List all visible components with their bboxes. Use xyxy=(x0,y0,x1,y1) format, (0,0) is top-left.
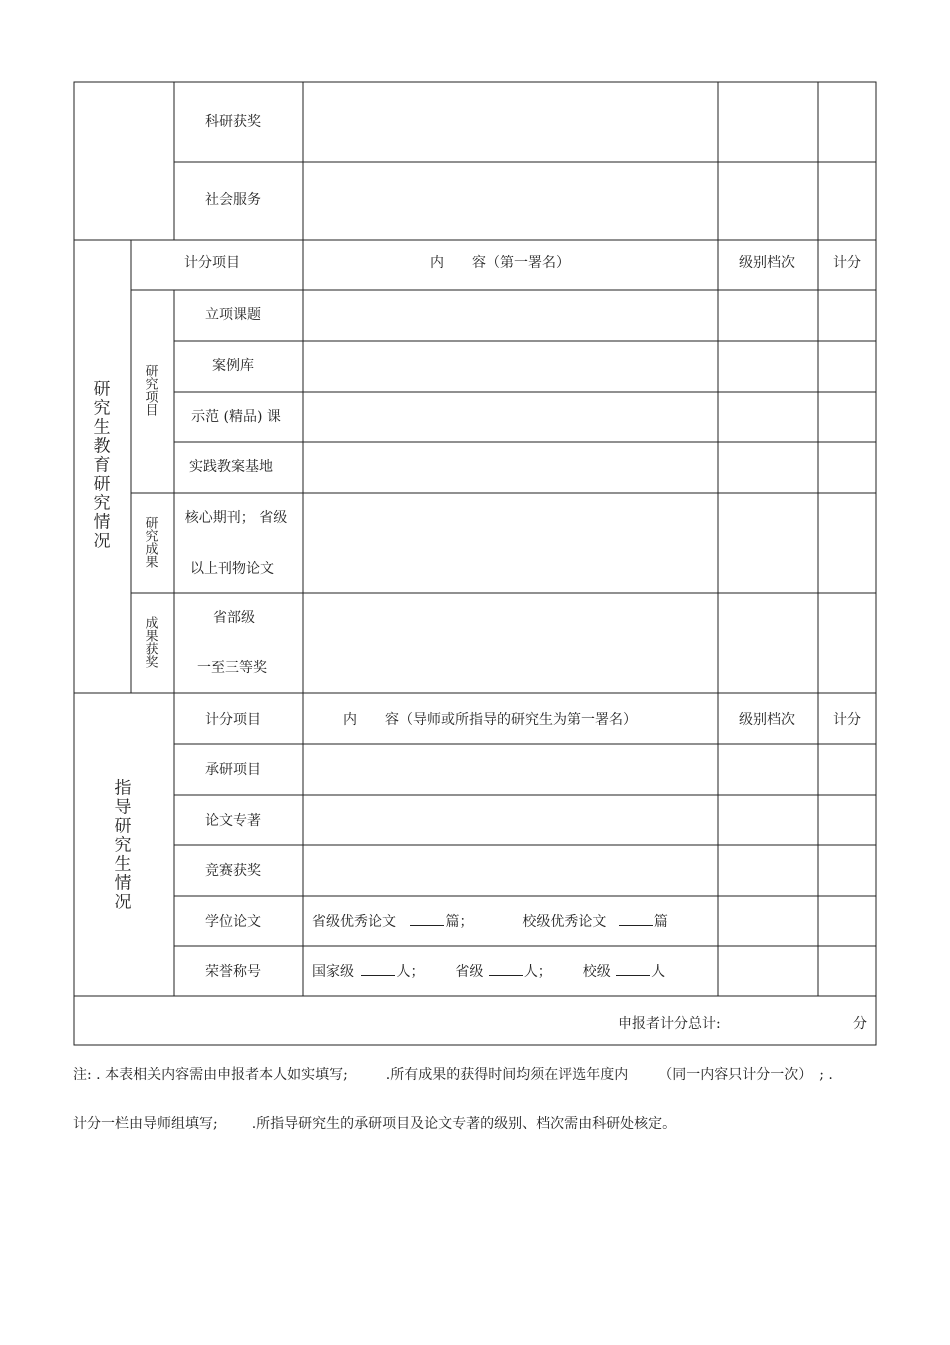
honor-school-label: 校级 xyxy=(582,964,611,980)
thesis-prov-label: 省级优秀论文 xyxy=(312,914,396,930)
thesis-school-count-field[interactable] xyxy=(619,913,653,926)
note-item-2: .所有成果的获得时间均须在评选年度内 xyxy=(385,1067,629,1083)
awards-group-label: 成果获奖 xyxy=(142,616,158,668)
social-service-label: 社会服务 xyxy=(205,192,261,208)
sup-header-score: 计分 xyxy=(833,712,861,728)
note-item-1: 注: . 本表相关内容需由申报者本人如实填写; xyxy=(73,1067,348,1083)
sup-row-label: 承研项目 xyxy=(205,762,261,778)
edu-header-level: 级别档次 xyxy=(739,255,795,271)
honor-content xyxy=(312,963,665,981)
project-item: 案例库 xyxy=(212,358,254,374)
sup-header-level: 级别档次 xyxy=(739,712,795,728)
honor-prov-count-field[interactable] xyxy=(489,963,523,976)
honor-nat-unit: 人； xyxy=(396,964,425,980)
results-line-1: 核心期刊； 省级 xyxy=(184,510,288,526)
notes-line-1 xyxy=(73,1066,833,1084)
awards-line-2: 一至三等奖 xyxy=(197,660,267,676)
awards-line-1: 省部级 xyxy=(213,610,255,626)
note-item-4: .所指导研究生的承研项目及论文专著的级别、档次需由科研处核定。 xyxy=(251,1116,677,1132)
sup-header-item: 计分项目 xyxy=(205,712,261,728)
sup-header-content: 内 容（导师或所指导的研究生为第一署名） xyxy=(343,712,637,728)
supervision-section-title: 指导研究生情况 xyxy=(110,778,131,912)
edu-header-content: 内 容（第一署名） xyxy=(430,255,570,271)
results-group-label: 研究成果 xyxy=(142,516,158,568)
thesis-school-unit: 篇 xyxy=(653,914,668,930)
project-item: 实践教案基地 xyxy=(189,459,273,475)
honor-prov-unit: 人； xyxy=(523,964,552,980)
notes-line-2 xyxy=(73,1115,676,1133)
honor-prov-label: 省级 xyxy=(455,964,484,980)
honor-school-unit: 人 xyxy=(651,964,666,980)
sup-row-label: 竞赛获奖 xyxy=(205,863,261,879)
project-item: 示范 (精品) 课 xyxy=(191,409,281,425)
sup-row-label: 荣誉称号 xyxy=(205,964,261,980)
project-item: 立项课题 xyxy=(205,307,261,323)
education-research-section-title: 研究生教育研究情况 xyxy=(89,379,110,551)
sup-row-label: 学位论文 xyxy=(205,914,261,930)
honor-nat-count-field[interactable] xyxy=(361,963,395,976)
honor-school-count-field[interactable] xyxy=(616,963,650,976)
edu-header-score: 计分 xyxy=(833,255,861,271)
research-award-label: 科研获奖 xyxy=(205,114,261,130)
thesis-school-label: 校级优秀论文 xyxy=(522,914,607,930)
thesis-content xyxy=(312,913,668,931)
sup-row-label: 论文专著 xyxy=(205,813,261,829)
total-score-label: 申报者计分总计: xyxy=(618,1016,721,1032)
projects-group-label: 研究项目 xyxy=(142,364,158,416)
note-item-3: 计分一栏由导师组填写; xyxy=(73,1116,218,1132)
thesis-prov-unit: 篇； xyxy=(445,914,474,930)
note-item-2-suffix: （同一内容只计分一次） ; . xyxy=(658,1067,833,1083)
honor-nat-label: 国家级 xyxy=(312,964,354,980)
edu-header-item: 计分项目 xyxy=(184,255,240,271)
thesis-prov-count-field[interactable] xyxy=(410,913,444,926)
results-line-2: 以上刊物论文 xyxy=(190,561,274,577)
total-score-unit: 分 xyxy=(853,1016,867,1032)
